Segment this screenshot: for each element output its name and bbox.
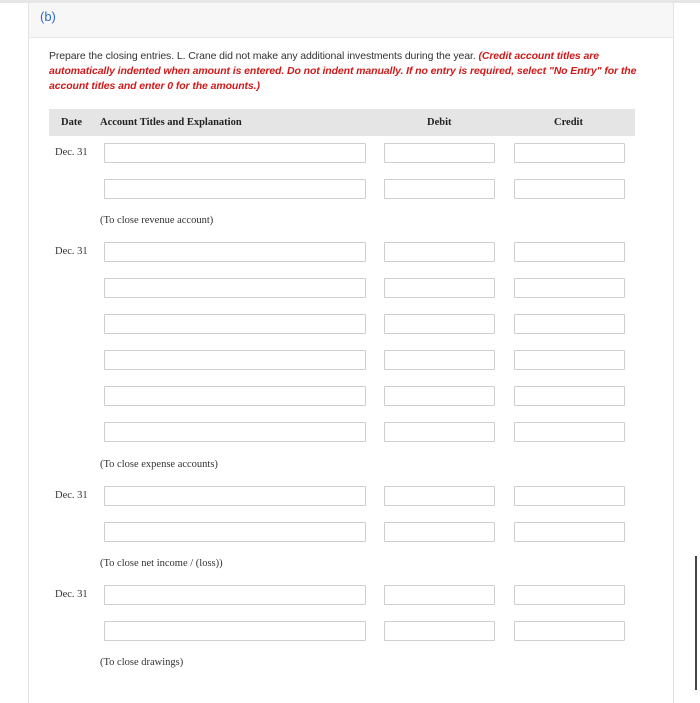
entry-2-row-5-debit-input[interactable] [384,386,495,406]
entry-4-row-1-credit-input[interactable] [514,585,625,605]
entry-1-row-2-account-input[interactable] [104,179,366,199]
entry-1-date: Dec. 31 [55,147,88,158]
entry-2-row-1-debit-input[interactable] [384,242,495,262]
entry-2-date: Dec. 31 [55,246,88,257]
entry-2-row-1-account-input[interactable] [104,242,366,262]
entry-2-row-6-debit-input[interactable] [384,422,495,442]
entry-2-row-3-account-input[interactable] [104,314,366,334]
entry-3-row-1-debit-input[interactable] [384,486,495,506]
entry-4-row-1-account-input[interactable] [104,585,366,605]
entry-2-row-3-debit-input[interactable] [384,314,495,334]
entry-3-row-2-debit-input[interactable] [384,522,495,542]
entry-4-row-2-credit-input[interactable] [514,621,625,641]
entry-3-row-1-account-input[interactable] [104,486,366,506]
entry-4-note: (To close drawings) [100,657,184,668]
instructions-warning: (Credit account titles are automatically indented when amount is entered. Do not indent manually. If no entry is required, select "No Entry" for the account titles and enter 0 for the amounts.) [49,50,637,92]
entry-1-row-2-debit-input[interactable] [384,179,495,199]
entry-2-row-4-account-input[interactable] [104,350,366,370]
header-debit: Debit [427,117,452,128]
entry-2-row-2-credit-input[interactable] [514,278,625,298]
entry-3-date: Dec. 31 [55,490,88,501]
entry-4-date: Dec. 31 [55,589,88,600]
table-header [49,109,635,136]
entry-2-note: (To close expense accounts) [100,459,218,470]
entry-2-row-6-credit-input[interactable] [514,422,625,442]
entry-2-row-2-debit-input[interactable] [384,278,495,298]
entry-4-row-2-debit-input[interactable] [384,621,495,641]
header-credit: Credit [554,117,583,128]
entry-1-note: (To close revenue account) [100,215,214,226]
entry-3-note: (To close net income / (loss)) [100,558,223,569]
header-date: Date [61,117,82,128]
entry-1-row-1-debit-input[interactable] [384,143,495,163]
header-account: Account Titles and Explanation [100,117,242,128]
entry-2-row-4-credit-input[interactable] [514,350,625,370]
section-label: (b) [40,9,56,24]
entry-3-row-1-credit-input[interactable] [514,486,625,506]
instructions [49,49,659,94]
instructions-text: Prepare the closing entries. L. Crane did not make any additional investments during the year. [49,50,476,62]
entry-3-row-2-account-input[interactable] [104,522,366,542]
entry-2-row-2-account-input[interactable] [104,278,366,298]
entry-2-row-6-account-input[interactable] [104,422,366,442]
entry-1-row-1-account-input[interactable] [104,143,366,163]
entry-2-row-1-credit-input[interactable] [514,242,625,262]
entry-4-row-2-account-input[interactable] [104,621,366,641]
section-label-bar [29,3,673,38]
scrollbar[interactable] [695,556,697,690]
entry-3-row-2-credit-input[interactable] [514,522,625,542]
entry-2-row-5-credit-input[interactable] [514,386,625,406]
entry-1-row-2-credit-input[interactable] [514,179,625,199]
question-card [28,3,674,703]
entry-2-row-4-debit-input[interactable] [384,350,495,370]
entry-4-row-1-debit-input[interactable] [384,585,495,605]
entry-1-row-1-credit-input[interactable] [514,143,625,163]
entry-2-row-5-account-input[interactable] [104,386,366,406]
entry-2-row-3-credit-input[interactable] [514,314,625,334]
